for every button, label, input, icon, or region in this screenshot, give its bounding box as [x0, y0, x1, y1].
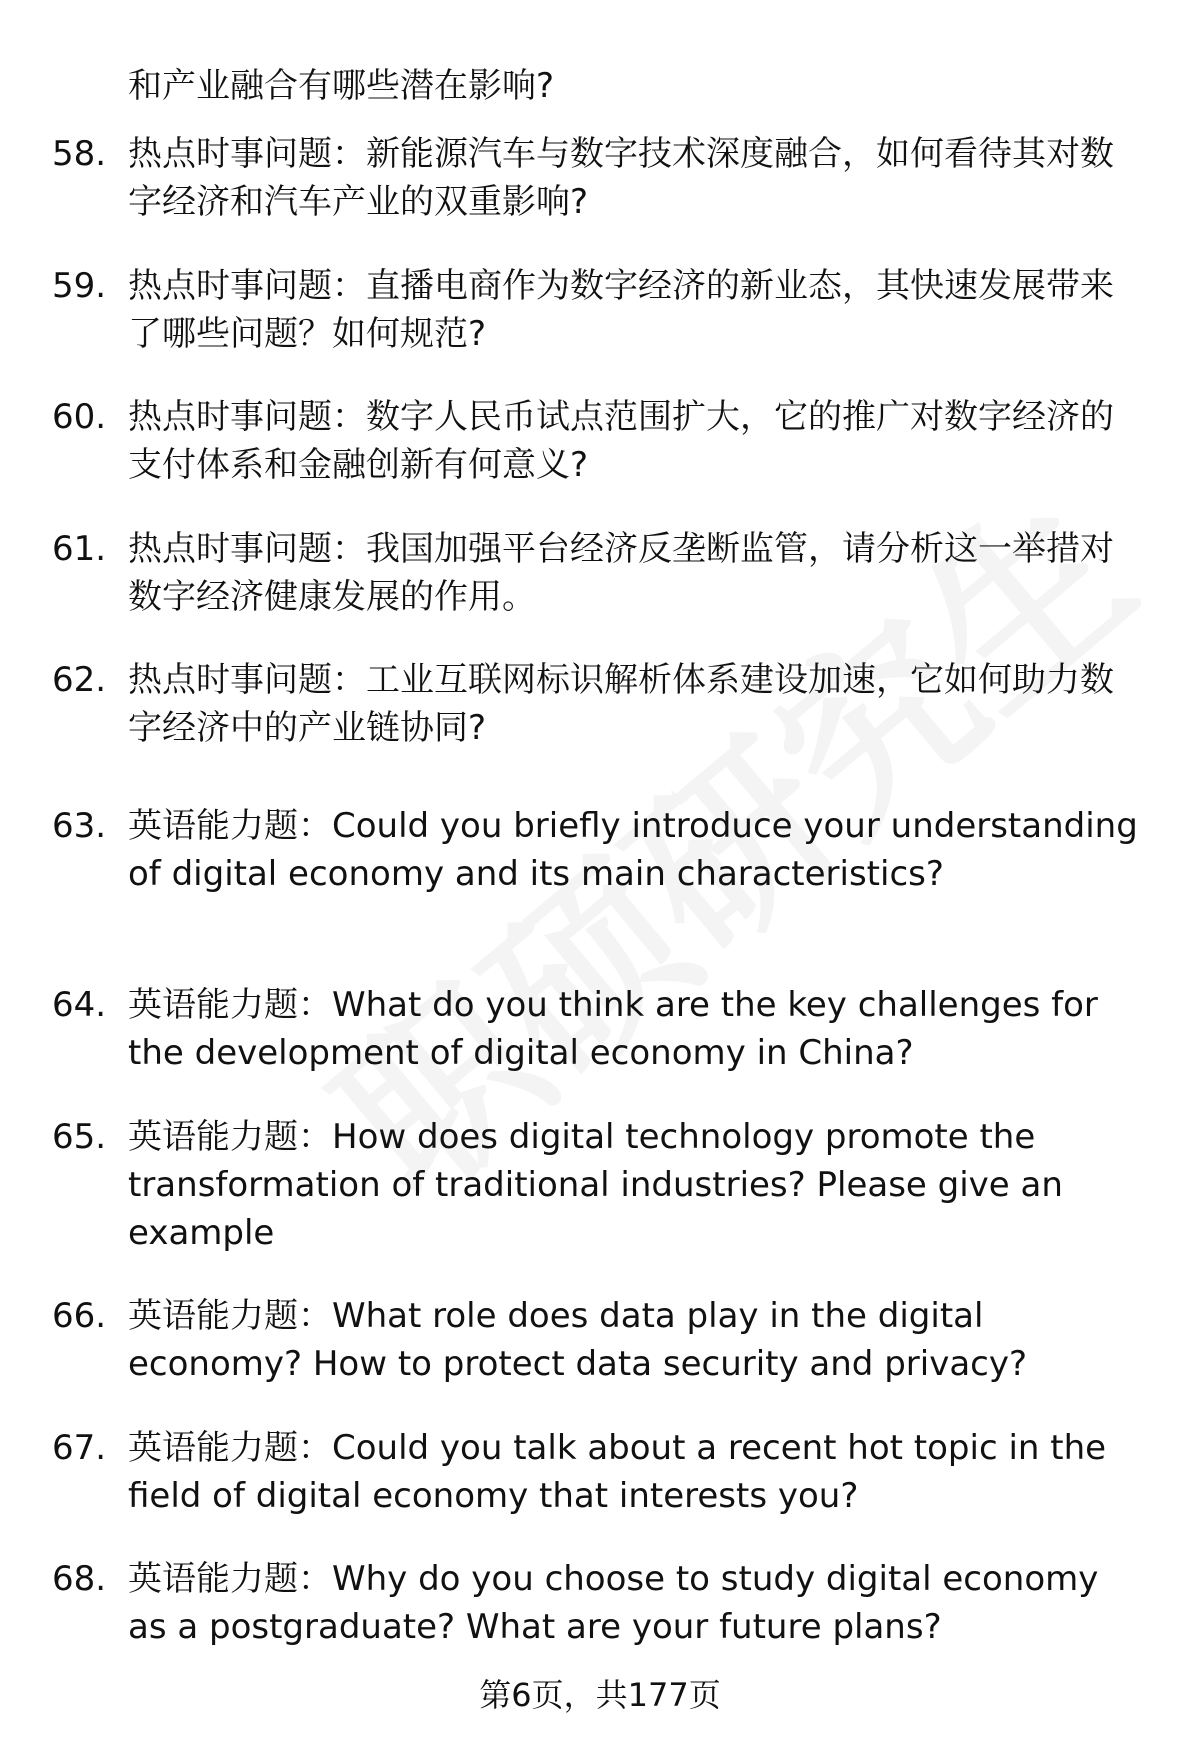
question-number: 65. [52, 1117, 107, 1157]
question-61 [52, 525, 1142, 621]
question-text: 英语能力题：Could you briefly introduce your understanding of digital economy and its main characteristics? [128, 806, 1138, 894]
question-text: 英语能力题：What do you think are the key challenges for the development of digital economy in China? [128, 985, 1098, 1073]
question-number: 62. [52, 660, 107, 700]
continued-text: 和产业融合有哪些潜在影响? [128, 66, 555, 106]
question-text: 英语能力题：Could you talk about a recent hot topic in the field of digital economy that interests you? [128, 1428, 1107, 1516]
question-60 [52, 393, 1142, 489]
question-number: 64. [52, 985, 107, 1025]
question-number: 63. [52, 806, 107, 846]
question-text: 英语能力题：Why do you choose to study digital economy as a postgraduate? What are your future plans? [128, 1559, 1099, 1647]
question-number: 61. [52, 529, 107, 569]
question-65 [52, 1113, 1142, 1257]
question-text: 英语能力题：What role does data play in the digital economy? How to protect data security and privacy? [128, 1296, 1028, 1384]
question-64 [52, 981, 1142, 1077]
question-67 [52, 1424, 1142, 1520]
question-text: 热点时事问题：数字人民币试点范围扩大，它的推广对数字经济的支付体系和金融创新有何意义? [128, 397, 1114, 485]
question-62 [52, 656, 1142, 752]
question-text: 英语能力题：How does digital technology promote the transformation of traditional industries? Please give an example [128, 1117, 1063, 1253]
question-number: 60. [52, 397, 107, 437]
question-text: 热点时事问题：直播电商作为数字经济的新业态，其快速发展带来了哪些问题？如何规范? [128, 266, 1114, 354]
question-number: 59. [52, 266, 107, 306]
question-number: 58. [52, 134, 107, 174]
question-63 [52, 802, 1142, 898]
question-58 [52, 130, 1142, 226]
question-68 [52, 1555, 1142, 1651]
page-footer: 第6页，共177页 [479, 1676, 721, 1714]
question-59 [52, 262, 1142, 358]
question-text: 热点时事问题：我国加强平台经济反垄断监管，请分析这一举措对数字经济健康发展的作用。 [128, 529, 1114, 617]
question-text: 热点时事问题：工业互联网标识解析体系建设加速，它如何助力数字经济中的产业链协同? [128, 660, 1114, 748]
question-text: 热点时事问题：新能源汽车与数字技术深度融合，如何看待其对数字经济和汽车产业的双重影响? [128, 134, 1114, 222]
question-number: 68. [52, 1559, 107, 1599]
question-number: 67. [52, 1428, 107, 1468]
question-66 [52, 1292, 1142, 1388]
question-number: 66. [52, 1296, 107, 1336]
